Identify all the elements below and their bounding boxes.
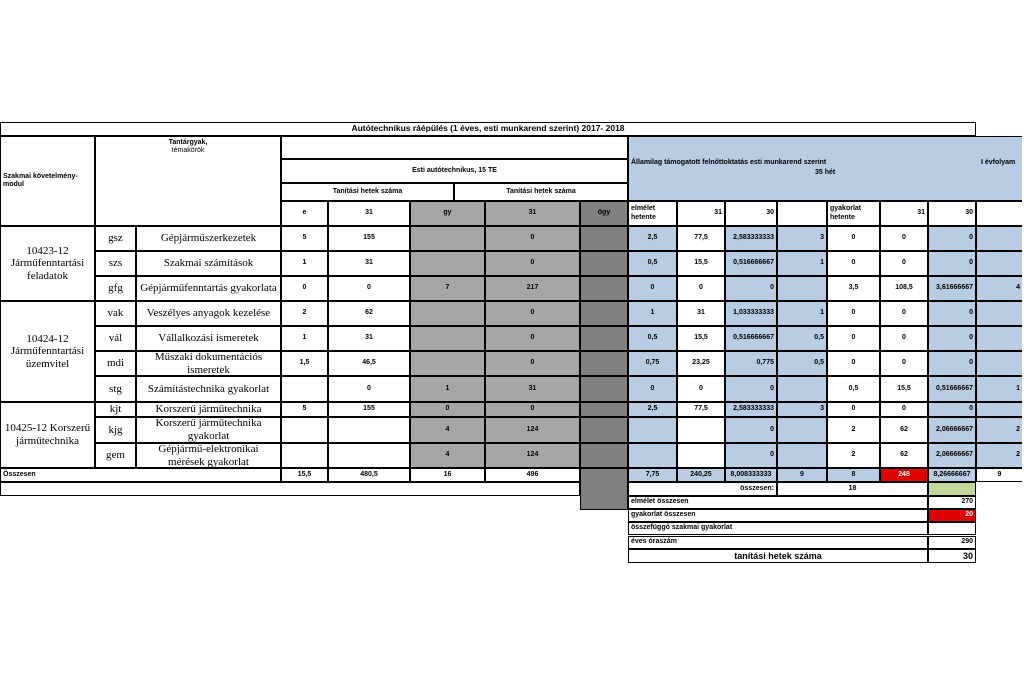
val-gyakorlat: 0	[827, 402, 880, 417]
summary-osszefuggo-val	[928, 522, 976, 535]
val-gy-round: 2	[976, 443, 1022, 468]
val-gy30: 0	[928, 351, 976, 376]
val-gy31: 31	[485, 376, 580, 402]
subjects-header	[95, 136, 281, 226]
val-el31: 77,5	[677, 402, 725, 417]
total-ogy	[580, 468, 628, 510]
val-ogy	[580, 351, 628, 376]
val-elmelet: 0,75	[628, 351, 677, 376]
val-elmelet: 0,5	[628, 326, 677, 351]
subject-name: Korszerű járműtechnika	[136, 402, 281, 417]
total-gy: 16	[410, 468, 485, 482]
total-gy30: 8,26666667	[928, 468, 976, 482]
val-gy	[410, 226, 485, 251]
val-e31	[328, 443, 410, 468]
val-gy31b: 0	[880, 402, 928, 417]
val-el31: 15,5	[677, 251, 725, 276]
val-e31: 46,5	[328, 351, 410, 376]
val-gy	[410, 351, 485, 376]
val-el31: 0	[677, 376, 725, 402]
blank-row	[0, 482, 580, 496]
summary-green	[928, 482, 976, 496]
col-31b: 31	[485, 201, 580, 226]
val-ogy	[580, 276, 628, 301]
val-el-round: 1	[777, 301, 827, 326]
val-gy31b: 0	[880, 226, 928, 251]
val-gy-round	[976, 301, 1022, 326]
val-ogy	[580, 301, 628, 326]
val-gy31: 124	[485, 443, 580, 468]
subject-name: Gépjárműfenntartás gyakorlata	[136, 276, 281, 301]
module-name: 10423-12 Járműfenntartási feladatok	[0, 226, 95, 301]
subject-code: gfg	[95, 276, 136, 301]
val-el30: 2,583333333	[725, 226, 777, 251]
total-el31: 240,25	[677, 468, 725, 482]
val-el31: 31	[677, 301, 725, 326]
subject-name: Gépjármű-elektronikai mérések gyakorlat	[136, 443, 281, 468]
val-gy31b: 0	[880, 301, 928, 326]
subject-code: vál	[95, 326, 136, 351]
val-elmelet	[628, 443, 677, 468]
total-e: 15,5	[281, 468, 328, 482]
val-ogy	[580, 417, 628, 443]
val-gy31: 0	[485, 326, 580, 351]
val-gy: 4	[410, 417, 485, 443]
total-elmelet: 7,75	[628, 468, 677, 482]
summary-elmelet-val: 270	[928, 496, 976, 509]
col-elmelet: elmélet hetente	[628, 201, 677, 226]
val-gy31b: 108,5	[880, 276, 928, 301]
val-gy30: 3,61666667	[928, 276, 976, 301]
subject-code: gsz	[95, 226, 136, 251]
sheet-title: Autótechnikus ráépülés (1 éves, esti munkarend szerint) 2017- 2018	[0, 122, 976, 136]
state-label: Államilag támogatott felnőttoktatás esti munkarend szerint	[631, 159, 827, 166]
col-31c: 31	[677, 201, 725, 226]
weeks-header-1: Tanítási hetek száma	[281, 183, 454, 201]
topics-label: témakörök	[171, 147, 205, 155]
val-gy30: 0	[928, 402, 976, 417]
val-el30: 0	[725, 376, 777, 402]
val-el-round	[777, 376, 827, 402]
val-elmelet: 2,5	[628, 402, 677, 417]
col-30a: 30	[725, 201, 777, 226]
summary-gyakorlat-val: 20	[928, 509, 976, 522]
val-gy31b: 62	[880, 417, 928, 443]
col-blank-b	[976, 201, 1022, 226]
val-el30: 0	[725, 417, 777, 443]
val-gy31b: 0	[880, 351, 928, 376]
val-el31: 15,5	[677, 326, 725, 351]
val-gyakorlat: 0,5	[827, 376, 880, 402]
blank-header	[281, 136, 628, 159]
val-el31	[677, 417, 725, 443]
val-elmelet: 1	[628, 301, 677, 326]
val-e: 5	[281, 402, 328, 417]
col-30b: 30	[928, 201, 976, 226]
val-gy-round	[976, 226, 1022, 251]
val-gyakorlat: 0	[827, 351, 880, 376]
val-e31: 31	[328, 251, 410, 276]
val-gy-round: 1	[976, 376, 1022, 402]
subject-code: kjt	[95, 402, 136, 417]
col-blank-a	[777, 201, 827, 226]
val-e: 1	[281, 326, 328, 351]
val-e: 2	[281, 301, 328, 326]
val-el30: 0,775	[725, 351, 777, 376]
col-31a: 31	[328, 201, 410, 226]
val-gyakorlat: 0	[827, 226, 880, 251]
val-elmelet: 0,5	[628, 251, 677, 276]
val-gy-round: 2	[976, 417, 1022, 443]
val-ogy	[580, 376, 628, 402]
val-e31: 0	[328, 276, 410, 301]
val-e	[281, 417, 328, 443]
val-el30: 0	[725, 443, 777, 468]
col-e: e	[281, 201, 328, 226]
val-el-round	[777, 276, 827, 301]
val-gyakorlat: 2	[827, 417, 880, 443]
evfolyam-label: I évfolyam	[981, 159, 1016, 166]
val-gyakorlat: 0	[827, 301, 880, 326]
col-gy: gy	[410, 201, 485, 226]
val-gy30: 2,06666667	[928, 443, 976, 468]
val-e	[281, 443, 328, 468]
subject-name: Számítástechnika gyakorlat	[136, 376, 281, 402]
val-ogy	[580, 443, 628, 468]
val-ogy	[580, 251, 628, 276]
total-gyakorlat: 8	[827, 468, 880, 482]
val-gy31: 124	[485, 417, 580, 443]
weeks-header-2: Tanítási hetek száma	[454, 183, 628, 201]
subject-code: mdi	[95, 351, 136, 376]
val-gy	[410, 326, 485, 351]
esti-header: Esti autótechnikus, 15 TE	[281, 159, 628, 183]
val-el-round: 3	[777, 402, 827, 417]
total-el30: 8,008333333	[725, 468, 777, 482]
val-e31: 62	[328, 301, 410, 326]
subjects-label: Tantárgyak,	[168, 139, 208, 146]
val-gy: 4	[410, 443, 485, 468]
module-name: 10425-12 Korszerű járműtechnika	[0, 402, 95, 468]
val-el-round: 0,5	[777, 351, 827, 376]
summary-hetek-val: 30	[928, 549, 976, 563]
val-gyakorlat: 2	[827, 443, 880, 468]
subject-name: Gépjárműszerkezetek	[136, 226, 281, 251]
val-gy: 0	[410, 402, 485, 417]
total-gy31b: 248	[880, 468, 928, 482]
summary-hetek-label: tanítási hetek száma	[628, 549, 928, 563]
val-gy-round	[976, 251, 1022, 276]
val-gy31: 217	[485, 276, 580, 301]
val-elmelet	[628, 417, 677, 443]
val-gy30: 0	[928, 301, 976, 326]
summary-eves-label: éves óraszám	[628, 536, 928, 549]
summary-elmelet-label: elmélet összesen	[628, 496, 928, 509]
summary-osszesen-label: összesen:	[628, 482, 777, 496]
val-el-round	[777, 417, 827, 443]
state-header	[628, 136, 1022, 201]
subject-code: stg	[95, 376, 136, 402]
val-el31: 77,5	[677, 226, 725, 251]
subject-code: kjg	[95, 417, 136, 443]
val-gy-round	[976, 351, 1022, 376]
val-el30: 0	[725, 276, 777, 301]
subject-code: szs	[95, 251, 136, 276]
summary-osszefuggo-label: összefüggő szakmai gyakorlat	[628, 522, 928, 535]
val-el-round: 3	[777, 226, 827, 251]
val-el-round: 0,5	[777, 326, 827, 351]
col-ogy: ögy	[580, 201, 628, 226]
val-el31: 0	[677, 276, 725, 301]
val-gy31: 0	[485, 301, 580, 326]
val-ogy	[580, 402, 628, 417]
module-header: Szakmai követelmény-modul	[0, 136, 95, 226]
summary-gyakorlat-label: gyakorlat összesen	[628, 509, 928, 522]
val-elmelet: 0	[628, 276, 677, 301]
val-el-round	[777, 443, 827, 468]
val-gy31b: 15,5	[880, 376, 928, 402]
val-el30: 1,033333333	[725, 301, 777, 326]
val-gyakorlat: 0	[827, 251, 880, 276]
val-gy31: 0	[485, 226, 580, 251]
val-el31: 23,25	[677, 351, 725, 376]
val-gy-round	[976, 402, 1022, 417]
total-label: Összesen	[0, 468, 281, 482]
total-el-round: 9	[777, 468, 827, 482]
subject-code: vak	[95, 301, 136, 326]
val-gy-round	[976, 326, 1022, 351]
val-gy31: 0	[485, 251, 580, 276]
val-gy30: 0	[928, 326, 976, 351]
val-el30: 0,516666667	[725, 251, 777, 276]
val-el-round: 1	[777, 251, 827, 276]
val-gy: 7	[410, 276, 485, 301]
val-e: 5	[281, 226, 328, 251]
val-gyakorlat: 0	[827, 326, 880, 351]
col-gyakorlat: gyakorlat hetente	[827, 201, 880, 226]
val-el30: 0,516666667	[725, 326, 777, 351]
summary-eves-val: 290	[928, 536, 976, 549]
val-gy	[410, 301, 485, 326]
val-el31	[677, 443, 725, 468]
val-ogy	[580, 326, 628, 351]
val-gy30: 0	[928, 226, 976, 251]
total-gy-round: 9	[976, 468, 1022, 482]
val-e31: 155	[328, 402, 410, 417]
total-gy31: 496	[485, 468, 580, 482]
val-gy31: 0	[485, 402, 580, 417]
val-e: 1,5	[281, 351, 328, 376]
summary-osszesen-val: 18	[777, 482, 928, 496]
module-name: 10424-12 Járműfenntartási üzemvitel	[0, 301, 95, 402]
val-gy31b: 0	[880, 326, 928, 351]
subject-name: Korszerű járműtechnika gyakorlat	[136, 417, 281, 443]
val-e31: 31	[328, 326, 410, 351]
val-ogy	[580, 226, 628, 251]
val-e: 1	[281, 251, 328, 276]
val-gy30: 0	[928, 251, 976, 276]
val-elmelet: 2,5	[628, 226, 677, 251]
val-e: 0	[281, 276, 328, 301]
val-gy30: 2,06666667	[928, 417, 976, 443]
val-gy	[410, 251, 485, 276]
subject-code: gem	[95, 443, 136, 468]
val-gy31: 0	[485, 351, 580, 376]
subject-name: Veszélyes anyagok kezelése	[136, 301, 281, 326]
val-e31	[328, 417, 410, 443]
val-gy31b: 0	[880, 251, 928, 276]
val-elmelet: 0	[628, 376, 677, 402]
subject-name: Műszaki dokumentációs ismeretek	[136, 351, 281, 376]
col-31d: 31	[880, 201, 928, 226]
val-gy-round: 4	[976, 276, 1022, 301]
val-e31: 0	[328, 376, 410, 402]
total-e31: 480,5	[328, 468, 410, 482]
weeks-35-label: 35 hét	[815, 169, 836, 176]
val-el30: 2,583333333	[725, 402, 777, 417]
val-e	[281, 376, 328, 402]
val-gy30: 0,51666667	[928, 376, 976, 402]
subject-name: Szakmai számítások	[136, 251, 281, 276]
val-gy: 1	[410, 376, 485, 402]
subject-name: Vállalkozási ismeretek	[136, 326, 281, 351]
val-e31: 155	[328, 226, 410, 251]
val-gy31b: 62	[880, 443, 928, 468]
val-gyakorlat: 3,5	[827, 276, 880, 301]
